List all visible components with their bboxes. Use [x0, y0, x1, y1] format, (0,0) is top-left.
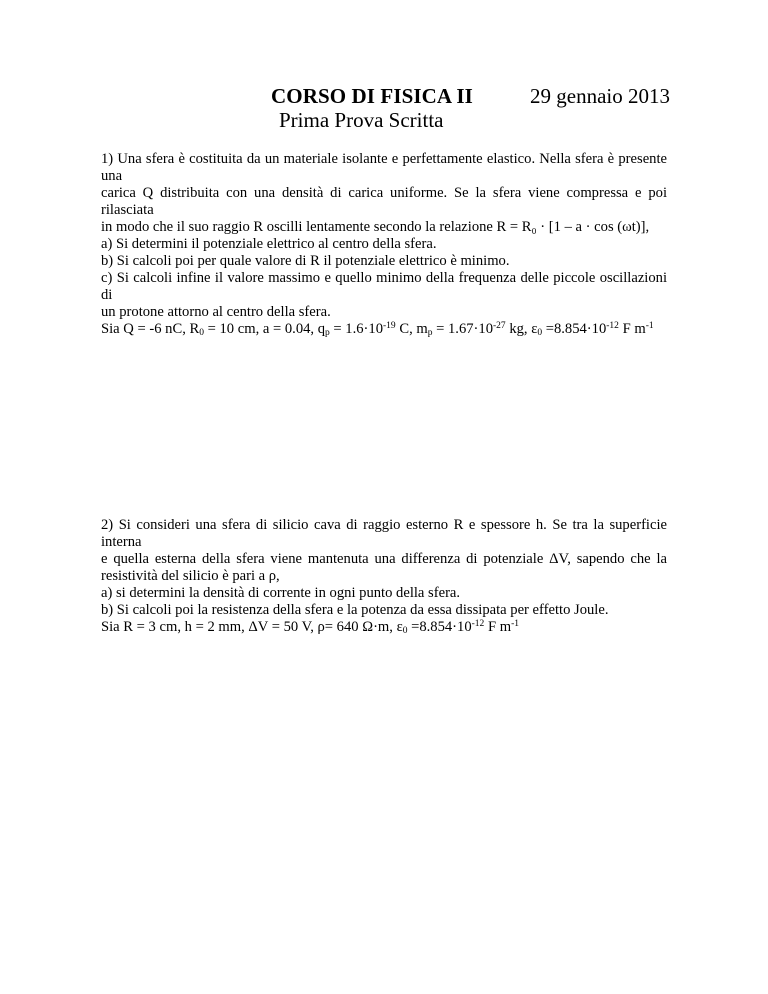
problem-1-line: 1) Una sfera è costituita da un materiale isolante e perfettamente elastico. Nella sfera è presente una: [101, 151, 667, 184]
exam-date: 29 gennaio 2013: [530, 84, 670, 108]
problem-1-data-line: Sia Q = -6 nC, $R_0 = 10$ cm, a = 0.04, $q_p = 1.6\cdot 10^{-19}$ C, $m_p = 1.67\cdot 10^{-27}$ kg, $\varepsilon_0 =8.854\cdot 10^{-12}$ F $m^{-1}$: [101, 320, 654, 339]
exam-title: CORSO DI FISICA II: [271, 84, 473, 108]
problem-1-line: a) Si determini il potenziale elettrico al centro della sfera.: [101, 236, 437, 252]
problem-1-line: carica Q distribuita con una densità di carica uniforme. Se la sfera viene compressa e poi rilasciata: [101, 185, 667, 218]
problem-1-line: b) Si calcoli poi per quale valore di R il potenziale elettrico è minimo.: [101, 253, 510, 269]
problem-2-line: e quella esterna della sfera viene mantenuta una differenza di potenziale ΔV, sapendo che la: [101, 551, 667, 567]
problem-1-line: in modo che il suo raggio R oscilli lentamente secondo la relazione R = R₀ · [1 – a · cos (ωt)],: [101, 219, 650, 235]
problem-2-data-line: Sia R = 3 cm, h = 2 mm, ΔV = 50 V, ρ= 640 Ω·m, $\varepsilon_0 =8.854\cdot 10^{-12}$ F $m^{-1}$: [101, 618, 519, 637]
problem-2-line: 2) Si consideri una sfera di silicio cava di raggio esterno R e spessore h. Se tra la superficie interna: [101, 517, 667, 550]
problem-2: [101, 517, 667, 636]
problem-1-line: un protone attorno al centro della sfera.: [101, 304, 331, 320]
problem-1: [101, 151, 667, 338]
exam-subtitle: Prima Prova Scritta: [279, 108, 444, 132]
problem-2-line: resistività del silicio è pari a ρ,: [101, 568, 280, 584]
problem-2-line: a) si determini la densità di corrente in ogni punto della sfera.: [101, 585, 461, 601]
problem-1-line: c) Si calcoli infine il valore massimo e quello minimo della frequenza delle piccole oscillazioni di: [101, 270, 667, 303]
problem-2-line: b) Si calcoli poi la resistenza della sfera e la potenza da essa dissipata per effetto Joule.: [101, 602, 609, 618]
